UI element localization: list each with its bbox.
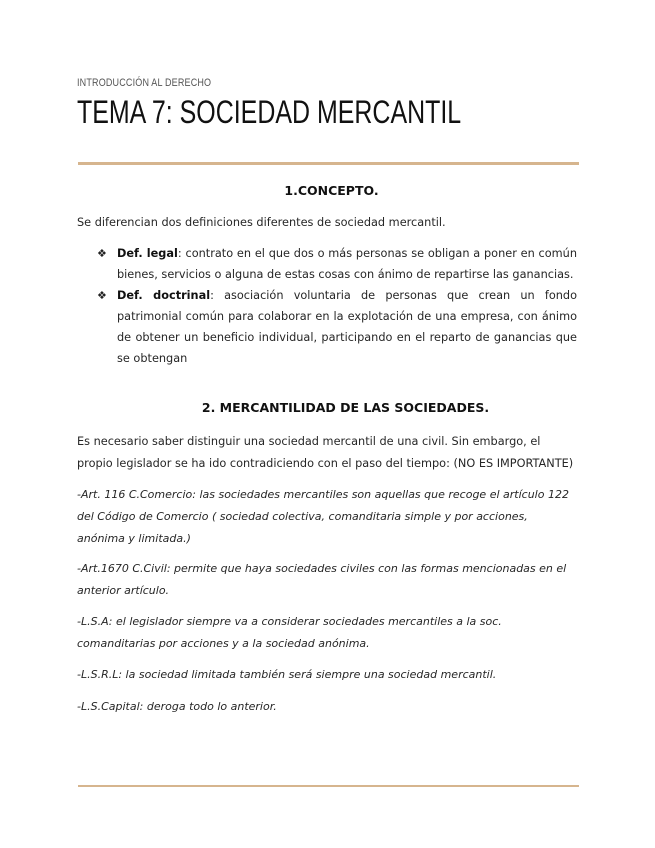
law-item-lscapital: -L.S.Capital: deroga todo lo anterior. [77, 700, 277, 713]
section-2-heading: 2. MERCANTILIDAD DE LAS SOCIEDADES. [201, 400, 490, 415]
definition-term: Def. legal [117, 247, 178, 260]
section-2-paragraph: Es necesario saber distinguir una sociedad mercantil de una civil. Sin embargo, el propio legislador se ha ido contradiciendo con el paso del tiempo: (NO ES IMPORTANTE) [77, 435, 574, 470]
subject-label: INTRODUCCIÓN AL DERECHO [77, 77, 212, 89]
section-1-heading: 1.CONCEPTO. [284, 183, 379, 198]
section-1-intro: Se diferencian dos definiciones diferentes de sociedad mercantil. [77, 216, 446, 229]
diamond-bullet-icon: ❖ [97, 247, 107, 260]
definition-text: : asociación voluntaria de personas que crean un fondo patrimonial común para colaborar en la explotación de una empresa, con ánimo de obtener un beneficio individual, participando en el reparto de ganancias que se obtengan [117, 289, 577, 365]
definition-text: : contrato en el que dos o más personas se obligan a poner en común bienes, servicios o alguna de estas cosas con ánimo de repartirse las ganancias. [117, 247, 577, 281]
top-divider [78, 162, 579, 165]
definition-item-doctrinal [97, 285, 577, 369]
bottom-divider [78, 785, 579, 787]
definition-term: Def. doctrinal [117, 289, 211, 302]
law-item-lsa: -L.S.A: el legislador siempre va a considerar sociedades mercantiles a la soc. comanditarias por acciones y a la sociedad anónima. [77, 615, 502, 650]
law-item-art1670: -Art.1670 C.Civil: permite que haya sociedades civiles con las formas mencionadas en el anterior artículo. [77, 562, 567, 597]
definitions-list [97, 243, 577, 369]
page-title: TEMA 7: SOCIEDAD MERCANTIL [77, 94, 462, 130]
law-item-art116: -Art. 116 C.Comercio: las sociedades mercantiles son aquellas que recoge el artículo 122 del Código de Comercio ( sociedad colectiva, comanditaria simple y por acciones, anónima y limitada.) [77, 488, 569, 545]
law-item-lsrl: -L.S.R.L: la sociedad limitada también será siempre una sociedad mercantil. [77, 668, 497, 681]
definition-item-legal [97, 243, 577, 285]
diamond-bullet-icon: ❖ [97, 289, 107, 302]
